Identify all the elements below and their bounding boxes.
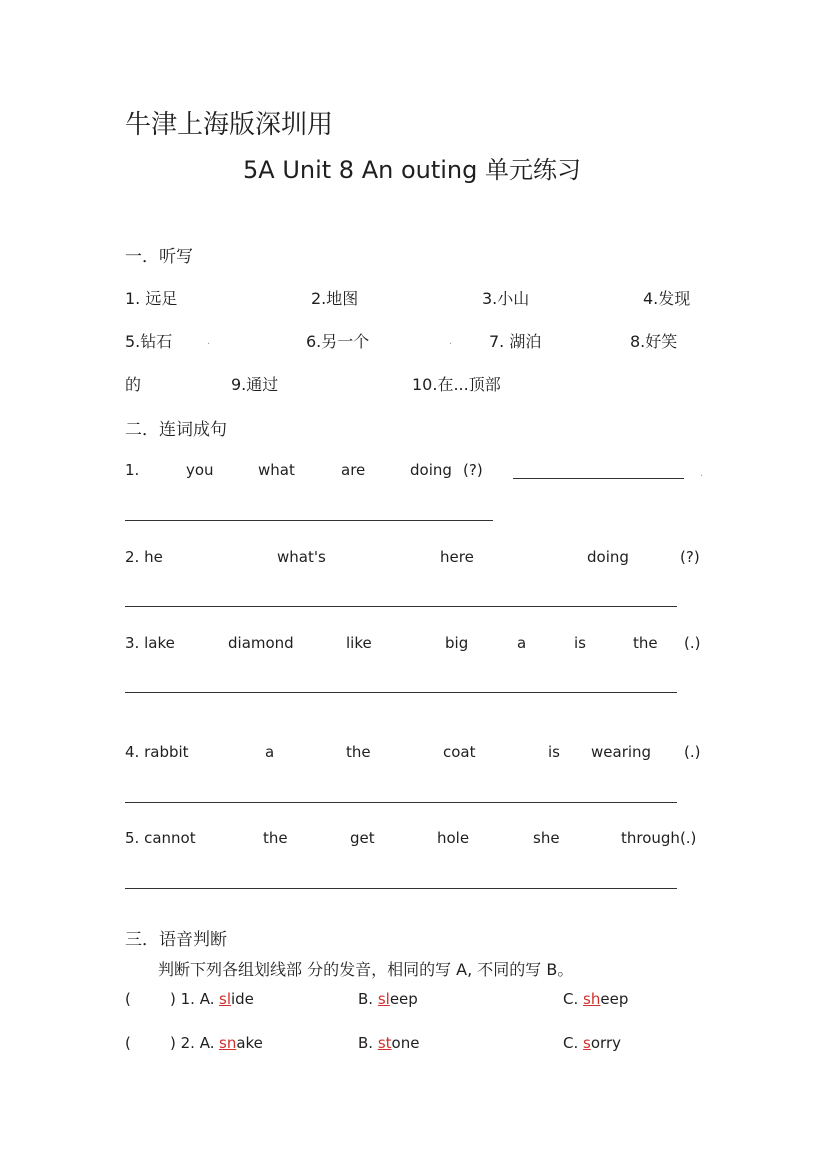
word: she	[533, 829, 560, 847]
word: is	[548, 743, 560, 761]
word: 2. he	[125, 548, 163, 566]
word: (?)	[680, 548, 700, 566]
mark-dot: .	[700, 468, 704, 479]
word: what's	[277, 548, 326, 566]
word: hole	[437, 829, 470, 847]
dictation-item: 7. 湖泊	[489, 332, 542, 351]
option-b: B. sleep	[358, 990, 418, 1008]
word: diamond	[228, 634, 294, 652]
word: 4. rabbit	[125, 743, 189, 761]
answer-line[interactable]	[513, 478, 684, 479]
word: what	[258, 461, 295, 479]
option-a: snake	[219, 1034, 263, 1052]
section-2-heading: 二．连词成句	[125, 420, 227, 440]
page-subtitle: 5A Unit 8 An outing 单元练习	[243, 156, 582, 184]
underlined-letters: sh	[583, 990, 601, 1008]
option-a: slide	[219, 990, 254, 1008]
dictation-item: 10.在...顶部	[412, 375, 501, 394]
word: is	[574, 634, 586, 652]
word: coat	[443, 743, 476, 761]
dictation-item: 1. 远足	[125, 289, 178, 308]
dictation-item: 2.地图	[311, 289, 359, 308]
question-number: ) 1. A.	[170, 990, 215, 1008]
word: you	[186, 461, 214, 479]
word: a	[517, 634, 527, 652]
word: here	[440, 548, 474, 566]
word: doing	[587, 548, 629, 566]
word: the	[633, 634, 658, 652]
answer-line[interactable]	[125, 606, 677, 607]
word: the	[263, 829, 288, 847]
word: like	[346, 634, 372, 652]
dictation-item: 4.发现	[643, 289, 691, 308]
underlined-letters: st	[377, 1034, 392, 1052]
answer-line[interactable]	[125, 692, 677, 693]
answer-line[interactable]	[125, 888, 677, 889]
word: (.)	[684, 743, 701, 761]
word: are	[341, 461, 366, 479]
word: a	[265, 743, 275, 761]
word: 1.	[125, 461, 140, 479]
option-c: C. sheep	[563, 990, 629, 1008]
word: 3. lake	[125, 634, 175, 652]
dictation-item: 5.钻石	[125, 332, 173, 351]
section-3-heading: 三．语音判断	[125, 930, 227, 950]
mark-dot: .	[449, 336, 453, 347]
dictation-item: 8.好笑	[630, 332, 678, 351]
underlined-letters: sl	[377, 990, 390, 1008]
word: big	[445, 634, 469, 652]
word: 5. cannot	[125, 829, 196, 847]
word: through(.)	[621, 829, 697, 847]
word: (?)	[463, 461, 483, 479]
word: doing	[410, 461, 452, 479]
underlined-letters: sn	[219, 1034, 237, 1052]
answer-paren-open: (	[125, 990, 131, 1008]
word: the	[346, 743, 371, 761]
answer-line[interactable]	[125, 802, 677, 803]
word: wearing	[591, 743, 652, 761]
word: (.)	[684, 634, 701, 652]
instruction-text: 判断下列各组划线部 分的发音，相同的写 A, 不同的写 B。	[158, 960, 574, 979]
dictation-item: 的	[125, 375, 142, 394]
dictation-item: 9.通过	[231, 375, 279, 394]
word: get	[350, 829, 375, 847]
underlined-letters: sl	[219, 990, 231, 1008]
dictation-item: 3.小山	[482, 289, 530, 308]
underlined-letters: s	[583, 1034, 591, 1052]
section-1-heading: 一．听写	[125, 247, 193, 267]
option-c: C. sorry	[563, 1034, 621, 1052]
option-b: B. stone	[358, 1034, 420, 1052]
question-number: ) 2. A.	[170, 1034, 215, 1052]
dictation-item: 6.另一个	[306, 332, 370, 351]
page-title: 牛津上海版深圳用	[125, 110, 334, 140]
answer-line[interactable]	[125, 520, 493, 521]
answer-paren-open: (	[125, 1034, 131, 1052]
mark-dot: .	[207, 336, 211, 347]
